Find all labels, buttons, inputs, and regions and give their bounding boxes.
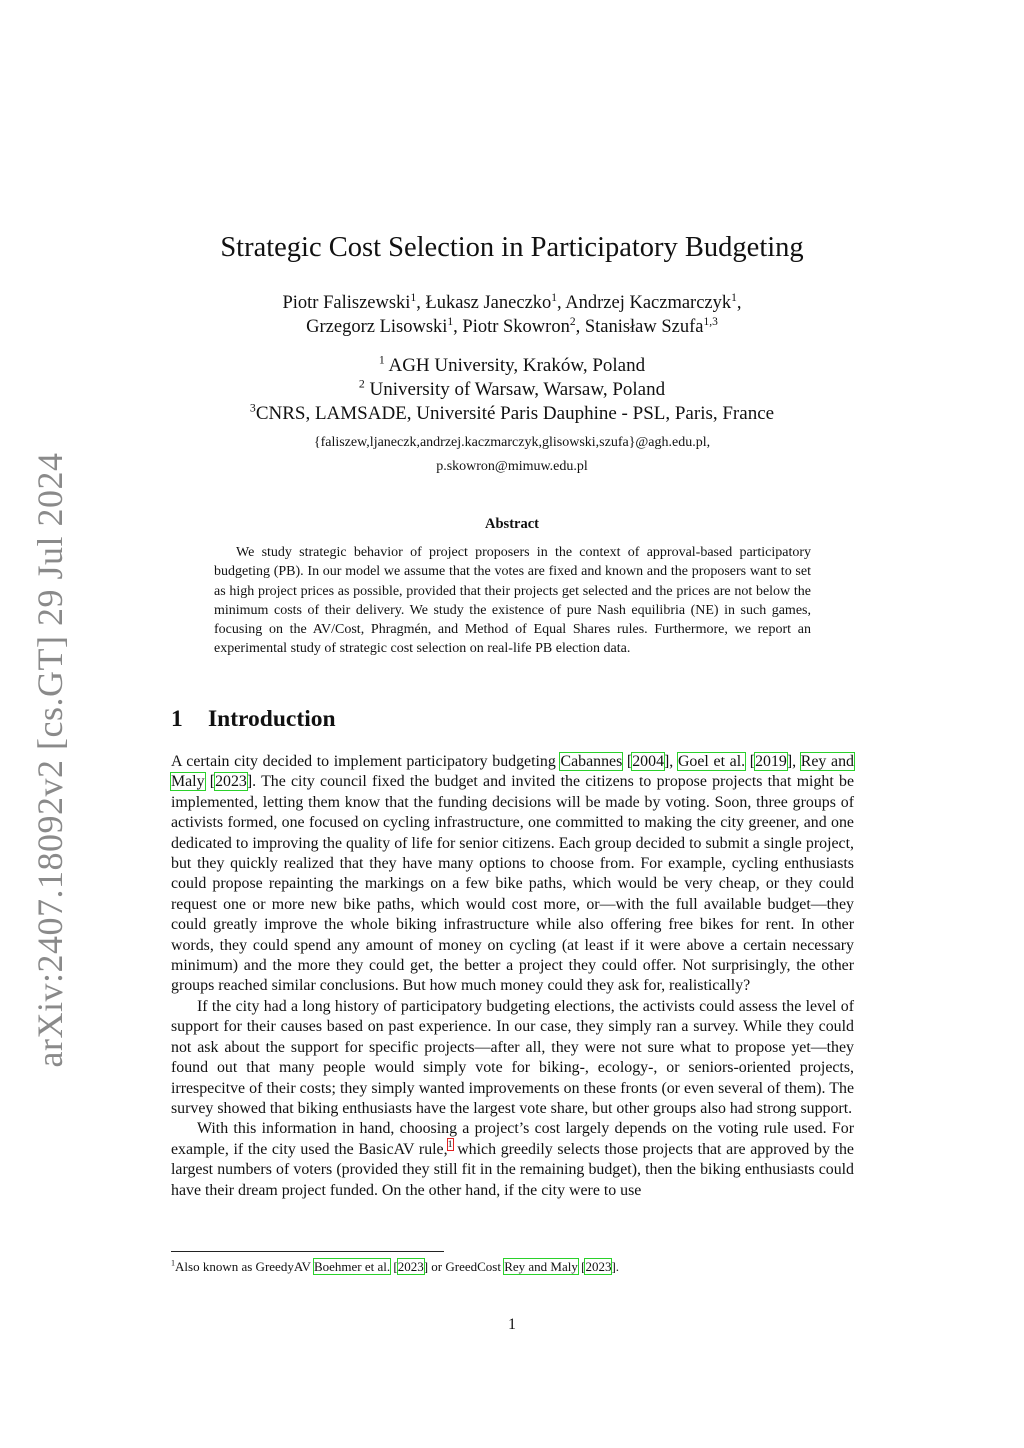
arxiv-identifier-stamp: arXiv:2407.18092v2 [cs.GT] 29 Jul 2024	[30, 452, 70, 1068]
citation-link-cabannes[interactable]: Cabannes	[560, 753, 623, 770]
email-line: p.skowron@mimuw.edu.pl	[436, 459, 588, 474]
affiliation-line	[0, 402, 1024, 426]
abstract-heading: Abstract	[485, 516, 539, 532]
section-title: Introduction	[208, 706, 336, 732]
author-affiliation-mark: 2	[569, 315, 576, 328]
paragraph-text: which greedily selects those projects that are approved by the largest numbers of voters (provided they still fit in the remaining budget), then the biking enthusiasts could have their dream project funded. On the other hand, if the city were to use	[171, 1140, 854, 1199]
author-affiliation-mark: 1	[447, 315, 454, 328]
footnote-mark: 1	[171, 1258, 176, 1268]
section-number: 1	[171, 706, 183, 732]
author-line-2: Grzegorz Lisowski$^1$, Piotr Skowron$^2$, Stanisław Szufa$^{1,3}$	[306, 315, 718, 337]
affiliation-text: University of Warsaw, Warsaw, Poland	[364, 379, 666, 400]
author-name: Andrzej Kaczmarczyk	[565, 293, 732, 313]
footnote	[171, 1258, 854, 1276]
citation-year-link[interactable]: 2004	[632, 753, 665, 770]
author-name: Łukasz Janeczko	[425, 293, 552, 313]
author-list	[0, 291, 1024, 339]
citation-year-link[interactable]: 2019	[755, 753, 787, 770]
author-affiliation-mark: 1	[551, 291, 558, 304]
email-line: {faliszew,ljaneczk,andrzej.kaczmarczyk,glisowski,szufa}@agh.edu.pl,	[313, 435, 711, 450]
introduction-body	[171, 752, 854, 1201]
citation-link-goel[interactable]: Goel et al.	[677, 753, 746, 770]
abstract-text: We study strategic behavior of project proposers in the context of approval-based participatory budgeting (PB). In our model we assume that the votes are fixed and known and the proposers want to set as high project prices as possible, provided that their projects get selected and the prices are not below the minimum costs of their delivery. We study the existence of pure Nash equilibria (NE) in such games, focusing on the AV/Cost, Phragmén, and Method of Equal Shares rules. Furthermore, we report an experimental study of strategic cost selection on real-life PB election data.	[214, 545, 811, 657]
citation-bracket: [	[577, 1259, 586, 1274]
author-name: Stanisław Szufa	[584, 317, 704, 337]
affiliation-mark: 3	[249, 401, 256, 415]
citation-year-link[interactable]: 2023	[585, 1259, 612, 1274]
author-affiliation-mark: 1	[731, 291, 737, 304]
footnote-divider	[171, 1251, 444, 1252]
page-number: 1	[508, 1316, 516, 1333]
citation-year-link[interactable]: 2023	[215, 773, 247, 791]
citation-bracket: [	[622, 753, 633, 770]
author-name: Grzegorz Lisowski	[306, 317, 448, 337]
paper-title: Strategic Cost Selection in Participatory Budgeting	[220, 232, 804, 263]
citation-bracket: ],	[664, 753, 678, 770]
affiliation-mark: 1	[378, 353, 385, 367]
section-heading	[171, 706, 336, 733]
paragraph	[171, 752, 854, 997]
footnote-text: ] or GreedCost	[423, 1259, 505, 1274]
citation-bracket: ].	[611, 1259, 620, 1274]
author-line-1: Piotr Faliszewski$^1$, Łukasz Janeczko$^1$, Andrzej Kaczmarczyk$^1$,	[282, 291, 742, 313]
citation-link-rey-maly[interactable]: Rey and Maly	[504, 1259, 578, 1274]
paragraph-text: ]. The city council fixed the budget and invited the citizens to propose projects that might be implemented, letting them know that the funding decisions will be made by voting. Soon, three groups of activists formed, one focused on cycling infrastructure, one committed to making the city greener, and one dedicated to improving the quality of life for senior citizens. Each group decided to submit a single project, but they quickly realized that they have many options to choose from. For example, cycling enthusiasts could propose repainting the markings on a few bike paths, which would be very cheap, or they could request one or more new bike paths, which would cost more, or—with the full available budget—they could greatly improve the whole biking infrastructure while also offering free bikes for rent. In other words, they could spend any amount of money on cycling (at least if it were above a certain necessary minimum) and the more they could get, the better a project they could offer. Not surprisingly, the other groups reached similar conclusions. But how much money could they ask for, realistically?	[171, 773, 855, 995]
citation-bracket: [	[204, 773, 216, 791]
paragraph-text: With this information in hand, choosing a project’s cost largely depends on the voting rule used. For example, if the city used the BasicAV rule,	[171, 1120, 854, 1158]
citation-bracket: [	[745, 753, 756, 770]
citation-bracket: [	[390, 1259, 398, 1274]
footnote-text: Also known as GreedyAV	[175, 1259, 314, 1274]
affiliation-text: CNRS, LAMSADE, Université Paris Dauphine - PSL, Paris, France	[255, 403, 775, 424]
footnote-link[interactable]: 1	[447, 1139, 453, 1151]
paragraph	[171, 1119, 854, 1201]
author-name: Piotr Skowron	[462, 317, 570, 337]
affiliation-list	[0, 354, 1024, 426]
affiliation-text: AGH University, Kraków, Poland	[384, 355, 646, 376]
citation-year-link[interactable]: 2023	[397, 1259, 424, 1274]
affiliation-line	[0, 354, 1024, 378]
author-affiliation-mark: 1	[410, 291, 417, 304]
citation-bracket: ],	[786, 753, 801, 770]
author-affiliation-mark: 1,3	[703, 315, 718, 328]
citation-link-boehmer[interactable]: Boehmer et al.	[313, 1259, 391, 1274]
author-name: Piotr Faliszewski	[282, 293, 411, 313]
affiliation-line	[0, 378, 1024, 402]
paragraph-text: A certain city decided to implement participatory budgeting	[171, 753, 561, 770]
citation-link-rey-maly[interactable]: Rey and Maly	[171, 753, 854, 791]
author-emails	[0, 431, 1024, 479]
affiliation-mark: 2	[358, 377, 365, 391]
paragraph: If the city had a long history of participatory budgeting elections, the activists could assess the level of support for their causes based on past experience. In our case, they simply ran a survey. While they could not ask about the support for specific projects—after all, they were not sure what to propose yet—they found out that many people would simply vote for biking-, ecology-, or seniors-oriented projects, irrespecitve of their costs; they simply wanted improvements on these fronts (or even several of them). The survey showed that biking enthusiasts have the largest vote share, but other groups also had strong support.	[171, 997, 854, 1117]
